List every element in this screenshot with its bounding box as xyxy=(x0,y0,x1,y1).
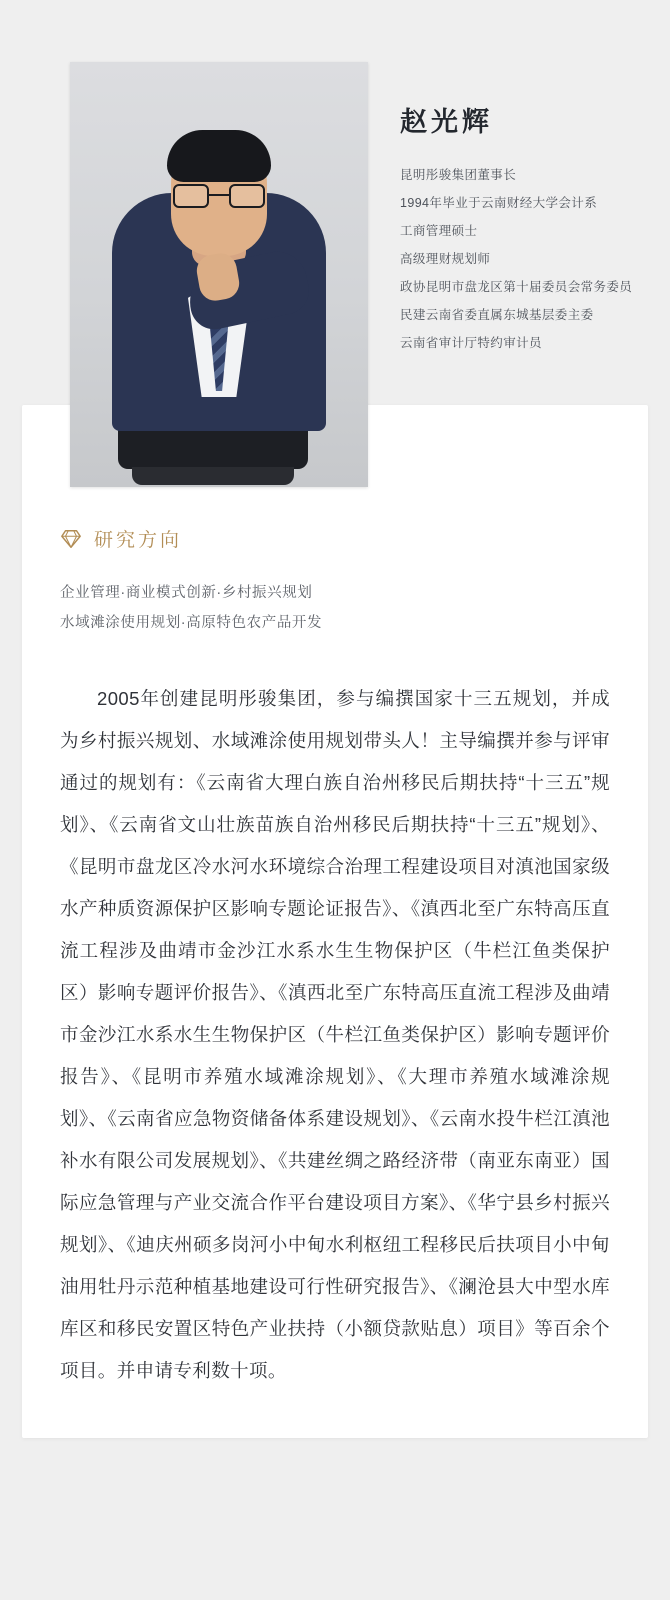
credential-line: 云南省审计厅特约审计员 xyxy=(400,336,542,350)
research-section-header xyxy=(60,525,610,552)
keyword-line: 企业管理·商业模式创新·乡村振兴规划 xyxy=(60,585,313,601)
portrait-photo xyxy=(70,62,368,487)
credential-line: 高级理财规划师 xyxy=(400,252,491,266)
biography xyxy=(60,678,610,1392)
section-title: 研究方向 xyxy=(94,530,183,551)
credential-line: 民建云南省委直属东城基层委主委 xyxy=(400,308,594,322)
keyword-line: 水域滩涂使用规划·高原特色农产品开发 xyxy=(60,615,323,631)
photo-hair xyxy=(167,130,271,182)
profile-info xyxy=(400,62,670,357)
credential-line: 昆明彤骏集团董事长 xyxy=(400,168,517,182)
credential-line: 工商管理硕士 xyxy=(400,224,478,238)
biography-paragraph: 2005年创建昆明彤骏集团，参与编撰国家十三五规划，并成为乡村振兴规划、水域滩涂使用规划带头人！主导编撰并参与评审通过的规划有：《云南省大理白族自治州移民后期扶持“十三五”规划》、《云南省文山壮族苗族自治州移民后期扶持“十三五”规划》、《昆明市盘龙区冷水河水环境综合治理工程建设项目对滇池国家级水产种质资源保护区影响专题论证报告》、《滇西北至广东特高压直流工程涉及曲靖市金沙江水系水生生物保护区（牛栏江鱼类保护区）影响专题评价报告》、《滇西北至广东特高压直流工程涉及曲靖市金沙江水系水生生物保护区（牛栏江鱼类保护区）影响专题评价报告》、《昆明市养殖水域滩涂规划》、《大理市养殖水域滩涂规划》、《云南省应急物资储备体系建设规划》、《云南水投牛栏江滇池补水有限公司发展规划》、《共建丝绸之路经济带（南亚东南亚）国际应急管理与产业交流合作平台建设项目方案》、《华宁县乡村振兴规划》、《迪庆州硕多岗河小中甸水利枢纽工程移民后扶项目小中甸油用牡丹示范种植基地建设可行性研究报告》、《澜沧县大中型水库库区和移民安置区特色产业扶持（小额贷款贴息）项目》等百余个项目。并申请专利数十项。 xyxy=(60,688,610,1381)
research-keywords xyxy=(60,578,610,638)
content-card xyxy=(22,405,648,1438)
credential-line: 1994年毕业于云南财经大学会计系 xyxy=(400,196,598,210)
portrait-photo-wrapper xyxy=(70,62,368,487)
person-name: 赵光辉 xyxy=(400,107,493,137)
credential-line: 政协昆明市盘龙区第十届委员会常务委员 xyxy=(400,280,633,294)
diamond-icon xyxy=(60,528,82,550)
profile-header xyxy=(0,0,670,487)
glasses-icon xyxy=(173,184,265,208)
